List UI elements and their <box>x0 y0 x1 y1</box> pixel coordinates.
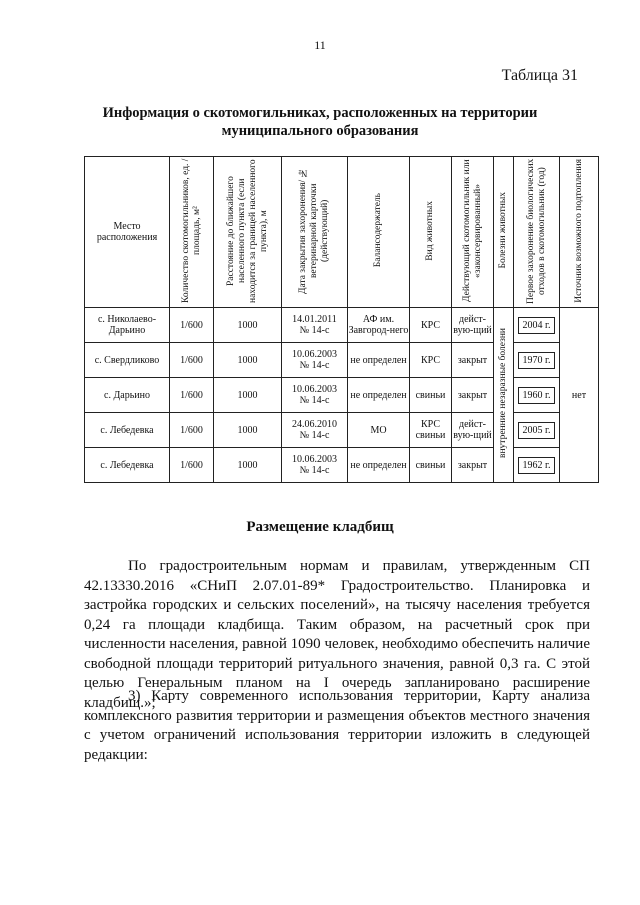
cell-distance: 1000 <box>214 308 282 343</box>
cell-distance: 1000 <box>214 413 282 448</box>
cell-date: 10.06.2003 № 14-с <box>282 343 348 378</box>
cell-animals: КРС <box>410 308 452 343</box>
section-title: Размещение кладбищ <box>246 519 394 535</box>
header-disease: Болезни животных <box>494 157 514 308</box>
cell-holder: не определен <box>348 448 410 483</box>
paragraph-map-edits: 3) Карту современного использования территории, Карту анализа комплексного развития территории и размещения объектов местного значения с учетом ограничений использования территории изложить в следующей редакции: <box>84 688 590 763</box>
header-status: Действующий скотомогильник или «законсервированный» <box>452 157 494 308</box>
cell-first-burial: 1960 г. <box>514 378 560 413</box>
cell-count: 1/600 <box>170 308 214 343</box>
header-count: Количество скотомогильников, ед. / площадь, м² <box>170 157 214 308</box>
cell-count: 1/600 <box>170 413 214 448</box>
header-first-burial: Первое захоронение биологических отходов в скотомогильник (год) <box>514 157 560 308</box>
cell-count: 1/600 <box>170 448 214 483</box>
cell-place: с. Лебедевка <box>85 448 170 483</box>
paragraph-cemetery-norms: По градостроительным нормам и правилам, утвержденным СП 42.13330.2016 «СНиП 2.07.01-89* Градостроительство. Планировка и застройка городских и сельских поселений», на тысячу населения требуется 0,24 га площади кладбища. Таким образом, на расчетный срок при численности населения, равной 1090 человек, необходимо обеспечить наличие свободной площади территорий ритуального значения, равной 0,3 га. С этой целью Генеральным планом на I очередь запланировано расширение кладбищ.»; <box>84 558 590 711</box>
cell-first-burial: 2005 г. <box>514 413 560 448</box>
cell-animals: КРС свиньи <box>410 413 452 448</box>
header-holder: Балансодержатель <box>348 157 410 308</box>
cell-status: дейст-вую-щий <box>452 413 494 448</box>
cell-distance: 1000 <box>214 448 282 483</box>
cell-date: 14.01.2011 № 14-с <box>282 308 348 343</box>
cell-place: с. Свердликово <box>85 343 170 378</box>
header-date: Дата закрытия захоронения/ № ветеринарной карточки (действующий) <box>282 157 348 308</box>
table-row <box>85 308 599 343</box>
cell-first-burial: 1970 г. <box>514 343 560 378</box>
table-label: Таблица 31 <box>501 67 578 84</box>
cattle-burial-table <box>84 156 599 483</box>
cell-first-burial: 1962 г. <box>514 448 560 483</box>
cell-holder: МО <box>348 413 410 448</box>
cell-distance: 1000 <box>214 378 282 413</box>
cell-disease-merged: внутренние незаразные болезни <box>494 308 514 483</box>
cell-count: 1/600 <box>170 343 214 378</box>
cell-distance: 1000 <box>214 343 282 378</box>
cell-animals: свиньи <box>410 448 452 483</box>
cell-status: закрыт <box>452 343 494 378</box>
header-distance: Расстояние до ближайшего населенного пункта (если находится за границей населенного пункта), м <box>214 157 282 308</box>
table-row <box>85 413 599 448</box>
table-header-row <box>85 157 599 308</box>
table-row <box>85 448 599 483</box>
cell-date: 10.06.2003 № 14-с <box>282 378 348 413</box>
cell-animals: свиньи <box>410 378 452 413</box>
cell-date: 10.06.2003 № 14-с <box>282 448 348 483</box>
cell-place: с. Лебедевка <box>85 413 170 448</box>
cell-first-burial: 2004 г. <box>514 308 560 343</box>
cell-flood-merged: нет <box>560 308 599 483</box>
table-row <box>85 378 599 413</box>
header-flood-source: Источник возможного подтопления <box>560 157 599 308</box>
cell-holder: не определен <box>348 378 410 413</box>
cell-count: 1/600 <box>170 378 214 413</box>
cell-status: закрыт <box>452 378 494 413</box>
cell-place: с. Дарьино <box>85 378 170 413</box>
cell-status: закрыт <box>452 448 494 483</box>
cell-status: дейст-вую-щий <box>452 308 494 343</box>
cell-animals: КРС <box>410 343 452 378</box>
header-animals: Вид животных <box>410 157 452 308</box>
cell-place: с. Николаево-Дарьино <box>85 308 170 343</box>
header-place: Место расположения <box>85 157 170 308</box>
table-row <box>85 343 599 378</box>
page-number: 11 <box>314 38 326 52</box>
cell-holder: АФ им. Завгород-него <box>348 308 410 343</box>
table-title: Информация о скотомогильниках, расположенных на территории муниципального образования <box>102 105 538 139</box>
cell-holder: не определен <box>348 343 410 378</box>
cell-date: 24.06.2010 № 14-с <box>282 413 348 448</box>
